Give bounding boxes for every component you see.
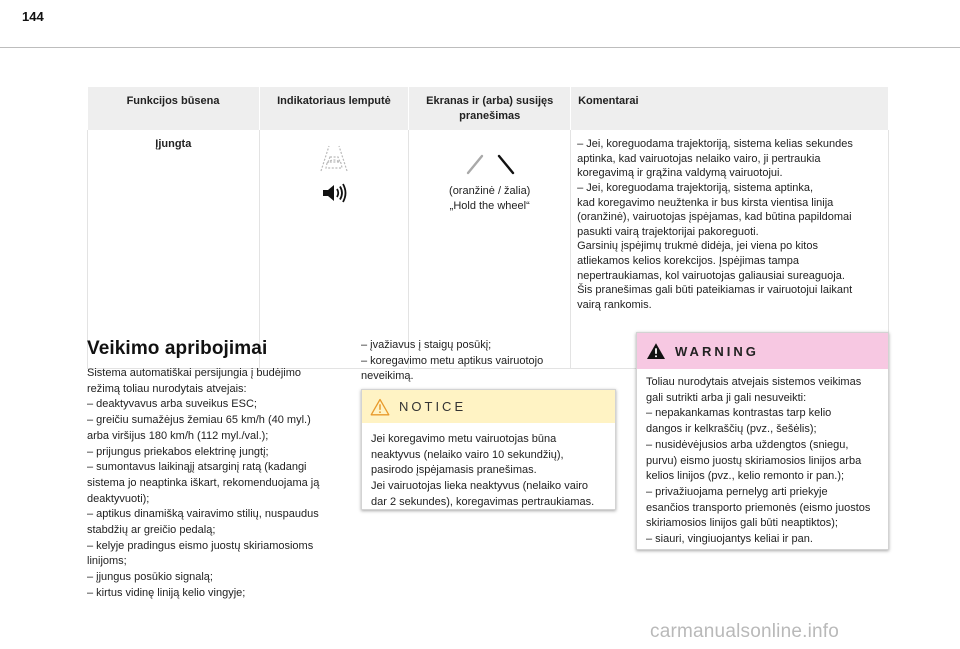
text-line: skiriamosios linijos gali būti neaptiktos); <box>646 517 838 530</box>
text-line: stabdžių ar greičio pedalą; <box>87 524 216 537</box>
lane-line-left-icon <box>468 156 482 173</box>
text-line: kelios linijos (pvz., kelio remonto ir pan.); <box>646 470 845 483</box>
top-rule <box>0 47 960 48</box>
text-line: – siauri, vingiuojantys keliai ir pan. <box>646 533 813 546</box>
section-title: Veikimo apribojimai <box>87 338 268 359</box>
text-line: Toliau nurodytais atvejais sistemos veikimas <box>646 376 862 388</box>
limitations-section <box>87 338 337 602</box>
screen-caption <box>415 184 564 214</box>
screen-caption-line: (oranžinė / žalia) <box>449 185 531 198</box>
text-line: – nepakankamas kontrastas tarp kelio <box>646 407 832 420</box>
text-line: – kelyje pradingus eismo juostų skiriamosioms <box>87 539 314 552</box>
text-line: linijoms; <box>87 555 127 568</box>
text-line: – koregavimo metu aptikus vairuotojo <box>361 354 544 367</box>
header-indicator-lamp: Indikatoriaus lemputė <box>259 87 409 130</box>
comment-line: – Jei, koreguodama trajektoriją, sistema aptinka, <box>577 181 814 194</box>
comment-line: Garsinių įspėjimų trukmė didėja, jei viena po kitos <box>577 240 818 253</box>
text-line: – prijungus priekabos elektrinę jungtį; <box>87 445 269 458</box>
text-line: arba viršijus 180 km/h (112 myl./val.); <box>87 429 269 442</box>
screen-caption-line: „Hold the wheel“ <box>449 200 530 213</box>
text-line: – įvažiavus į staigų posūkį; <box>361 339 492 351</box>
text-line: Jei vairuotojas lieka neaktyvus (nelaiko vairo <box>371 480 589 493</box>
text-line: Jei koregavimo metu vairuotojas būna <box>371 433 557 445</box>
text-line: Sistema automatiškai persijungia į budėjimo <box>87 367 301 379</box>
warning-text <box>637 369 888 548</box>
text-line: – privažiuojama pernelyg arti priekyje <box>646 485 828 498</box>
warning-box <box>636 332 889 550</box>
text-line: sistema jo neaptinka iškart, rekomenduojama ją <box>87 476 320 489</box>
caution-triangle-icon <box>370 398 390 416</box>
limitations-continued <box>361 338 616 385</box>
lane-keeping-assist-icon <box>316 143 352 173</box>
text-line: – kirtus vidinę liniją kelio vingyje; <box>87 586 246 599</box>
speaker-sound-icon <box>320 182 348 204</box>
table-header-row <box>88 87 889 130</box>
text-line: deaktyvuoti); <box>87 492 150 505</box>
comment-line: kad koregavimo neužtenka ir bus kirsta vientisa linija <box>577 196 834 209</box>
header-comments: Komentarai <box>571 87 889 130</box>
text-line: dar 2 sekundes), koregavimas pertraukiamas. <box>371 495 595 508</box>
page-number: 144 <box>22 9 44 24</box>
notice-header <box>362 390 615 423</box>
text-line: purvu) eismo juostų skiriamosios linijos arba <box>646 454 862 467</box>
text-line: – greičiu sumažėjus žemiau 65 km/h (40 myl.) <box>87 414 311 427</box>
notice-box <box>361 389 616 510</box>
header-function-state: Funkcijos būsena <box>88 87 260 130</box>
text-line: neveikimą. <box>361 370 414 383</box>
state-value: Įjungta <box>155 138 192 151</box>
warning-heading: WARNING <box>675 343 759 359</box>
comment-line: Šis pranešimas gali būti pateikiamas ir vairuotojui laikant <box>577 284 853 297</box>
text-line: – sumontavus laikinąjį atsarginį ratą (kadangi <box>87 461 307 474</box>
text-line: – deaktyvavus arba suveikus ESC; <box>87 398 257 411</box>
comment-line: aptinka, kad vairuotojas nelaiko vairo, ji pertraukia <box>577 152 821 165</box>
cell-screen <box>409 130 571 368</box>
limitations-text <box>87 366 337 602</box>
lane-line-right-icon <box>499 156 513 173</box>
cell-state <box>88 130 260 368</box>
comment-line: (oranžinė), vairuotojas įspėjamas, kad būtina papildomai <box>577 211 852 224</box>
warning-triangle-icon <box>646 342 666 360</box>
text-line: neaktyvus (nelaiko vairo 10 sekundžių), <box>371 448 564 461</box>
text-line: pasirodo įspėjamasis pranešimas. <box>371 464 537 477</box>
notice-text <box>362 423 615 511</box>
comment-line: vairą rankomis. <box>577 298 652 311</box>
header-screen-message: Ekranas ir (arba) susijęs pranešimas <box>409 87 571 130</box>
cell-indicator <box>259 130 409 368</box>
text-line: esančios transporto priemonės (eismo juostos <box>646 501 871 514</box>
watermark: carmanualsonline.info <box>650 621 840 642</box>
text-line: gali sutrikti arba ji gali nesuveikti: <box>646 391 807 404</box>
text-line: režimą toliau nurodytais atvejais: <box>87 382 247 395</box>
notice-heading: NOTICE <box>399 399 467 414</box>
comment-line: koregavimą ir grąžina valdymą vairuotojui. <box>577 167 783 180</box>
text-line: dangos ir kelkraščių (pvz., šešėlis); <box>646 423 817 436</box>
text-line: – nusidėvėjusios arba uždengtos (sniegu, <box>646 438 849 451</box>
comment-line: atliekamos kelios korekcijos. Įspėjimas tampa <box>577 254 799 267</box>
comment-line: nepertraukiamas, kol vairuotojas galiausiai sureaguoja. <box>577 269 845 282</box>
lane-lines-display-icon <box>455 145 525 175</box>
comments-text <box>577 137 882 312</box>
text-line: – įjungus posūkio signalą; <box>87 571 213 584</box>
text-line: – aptikus dinamišką vairavimo stilių, nuspaudus <box>87 508 319 521</box>
comment-line: pasukti vairą trajektorijai pakoreguoti. <box>577 225 759 238</box>
function-state-table <box>87 87 889 369</box>
warning-header <box>637 333 888 369</box>
comment-line: – Jei, koreguodama trajektoriją, sistema kelias sekundes <box>577 138 853 151</box>
